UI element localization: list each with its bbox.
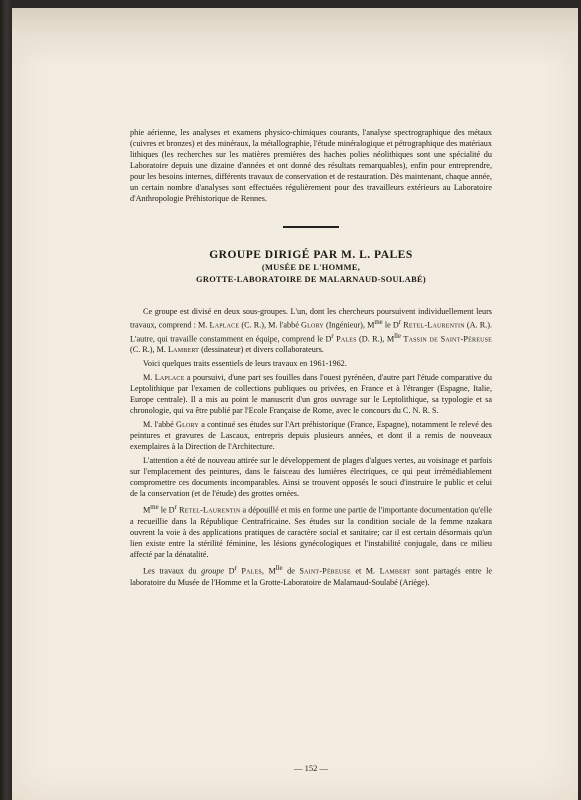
section-body	[130, 306, 492, 588]
page-number: — 152 —	[294, 763, 328, 773]
paragraph-members: Ce groupe est divisé en deux sous-groupes. L'un, dont les chercheurs poursuivent individuellement leurs travaux, comprend : M. Laplace (C. R.), M. l'abbé Glory (Ingénieur), $M^{me}$ le $D^r$ Retel-Laurentin (A. R.). L'autre, qui travaille constamment en équipe, comprend le $D^r$ Pales (D. R.), $M^{lle}$ Tassin de Saint-Péreuse (C. R.), M. Lambert (dessinateur) et divers collaborateurs.	[130, 307, 492, 355]
page-content	[130, 127, 492, 588]
person-name: Pales	[241, 566, 262, 576]
person-name: Laplace	[209, 320, 240, 330]
section-subtitle	[130, 262, 492, 285]
person-name: Saint-Péreuse	[299, 566, 351, 576]
person-name: Tassin de Saint-Péreuse	[403, 334, 492, 344]
section-title: GROUPE DIRIGÉ PAR M. L. PALES	[209, 249, 413, 261]
paragraph-group-work: Les travaux du groupe $D^r$ Pales, $M^{lle}$ de Saint-Péreuse et M. Lambert sont partagés entre le laboratoire du Musée de l'Homme et la Grotte-Laboratoire de Malarnaud-Soulabé (Ariège).	[130, 565, 493, 587]
paragraph-laplace: M. Laplace a poursuivi, d'une part ses fouilles dans l'ouest pyrénéen, d'autre part l'étude comparative du Leptolithique par l'examen de collections publiques ou privées, en France et à l'étranger (Espagne, Italie, Europe centrale). Il a mis au point le manuscrit d'un gros ouvrage sur le Leptolithique, sa typologie et sa chronologie, qui va être publié par l'Ecole Française de Rome, avec le concours du C. N. R. S.	[130, 373, 492, 416]
person-name: Lambert	[167, 345, 200, 355]
person-name: Lambert	[379, 566, 411, 576]
section-divider	[283, 226, 339, 228]
person-name: Glory	[301, 320, 324, 330]
subtitle-line-2: GROTTE-LABORATOIRE DE MALARNAUD-SOULABÉ)	[196, 274, 426, 284]
person-name: Glory	[176, 420, 199, 430]
person-name: Retel-Laurentin	[178, 506, 241, 516]
person-name: Laplace	[154, 373, 185, 383]
paragraph-glory: M. l'abbé Glory a continué ses études sur l'Art préhistorique (France, Espagne), notamment le relevé des peintures et gravures de Lascaux, entrepris depuis plusieurs années, et dont il a remis de nouveaux exemplaires à la Direction de l'Architecture.	[130, 420, 492, 452]
paragraph-summary: Voici quelques traits essentiels de leurs travaux en 1961-1962.	[143, 359, 347, 369]
person-name: Retel-Laurentin	[403, 320, 465, 330]
paragraph-algae: L'attention a été de nouveau attirée sur le développement de plages d'algues vertes, au voisinage et parfois sur l'emplacement des peintures, dans le faisceau des lumières électriques, ce qui peut irrémédiablement compromettre ces documents incomparables. Ainsi se trouvent opposés le souci d'instruire le public et celui de la conservation (et de l'étude) des grottes ornées.	[130, 456, 492, 499]
paragraph-retel-laurentin: $M^{me}$ le $D^r$ Retel-Laurentin a dépouillé et mis en forme une partie de l'importante documentation qu'elle a recueillie dans la République Centrafricaine. Ses études sur la condition sociale de la femme nzakara ouvrent la voie à des applications pratiques de caractère social et sanitaire; car il est certain désormais qu'un lien existe entre la stérilité féminine, les lésions gynécologiques et l'instabilité conjugale, dans ce milieu affecté par la dénatalité.	[130, 504, 492, 560]
person-name: Pales	[336, 334, 357, 344]
subtitle-line-1: (MUSÉE DE L'HOMME,	[261, 263, 361, 272]
intro-paragraph: phie aérienne, les analyses et examens physico-chimiques courants, l'analyse spectrographique des métaux (cuivres et bronzes) et des minéraux, la métallographie, l'étude minéralogique et pétrographique des matériaux lithiques (les recherches sur les matières premières des haches polies néolithiques sont une spécialité du Laboratoire depuis une dizaine d'années et ont donné des résultats remarquables), enfin pour entreprendre, pour les besoins internes, différents travaux de conservation et de restauration. Dès maintenant, chaque année, un certain nombre d'analyses sont effectuées régulièrement pour des travailleurs extérieurs au Laboratoire d'Anthropologie Préhistorique de Rennes.	[130, 128, 492, 203]
